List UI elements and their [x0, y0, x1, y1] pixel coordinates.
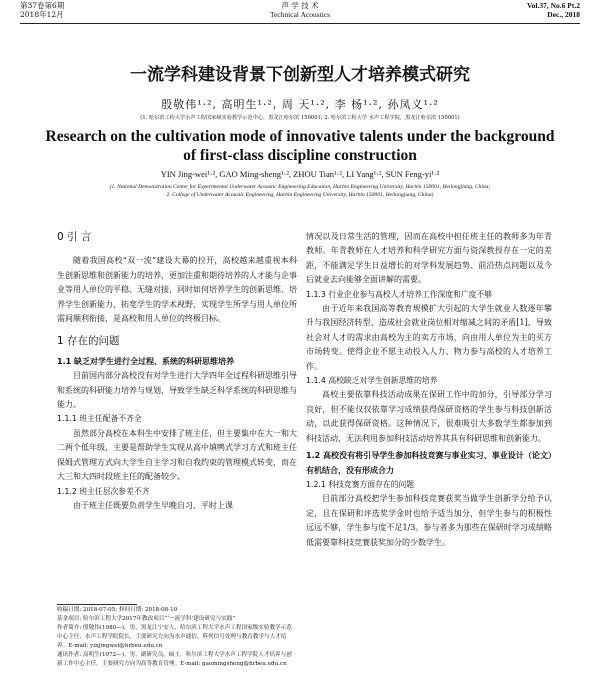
right-column — [306, 230, 552, 550]
subsection-heading: 1.2 高校没有将引导学生参加科技竞赛与事业实习、事业设计（论文）有机结合，没有形成合力 — [306, 451, 552, 475]
title-cn: 一流学科建设背景下创新型人才培养模式研究 — [130, 65, 470, 85]
footnote-rule — [57, 604, 137, 605]
affiliation-en: (1. National Demonstration Center for Experimental Underwater Acoustic Engineering Education, Harbin Engineering University, Harbin 150001, Heilongjiang, China; 2. College of Underwater Acoustic Engineering, Harbin Engineering University, Harbin 150001, Heilongjiang, China) — [109, 184, 491, 198]
corresponding-author: 通讯作者: 高明生(1972—)，男，副研究员，硕士，哈尔滨工程大学水声工程学院人才培养与创新工作中心主任，主要研究方向为高等教育管理。E-mail: gaomingsheng@hrbeu.edu.cn — [57, 652, 292, 667]
section-heading: 1 存在的问题 — [57, 335, 120, 348]
paragraph: 高校主要依靠科技活动成果在保研工作中的加分，引导部分学习良好，但不能仅仅依靠学习成绩获得保研资格的学生参与科技创新活动，以此获得保研资格。这种情况下，很难吸引大多数学生都参加到科技活动，无法利用参加科技活动培养其具有科研思维和创新能力。 — [306, 390, 552, 443]
section-heading: 0 引 言 — [57, 231, 92, 243]
header-center: 声 学 技 术 Technical Acoustics — [269, 1, 331, 19]
header-rule — [20, 23, 580, 24]
subsubsection-heading: 1.1.2 班主任层次参差不齐 — [57, 486, 150, 496]
running-header — [20, 0, 580, 22]
subsubsection-heading: 1.2.1 科技竞赛方面存在的问题 — [306, 479, 415, 489]
author-bio: 作者简介: 殷敬伟(1980—)，男，黑龙江宁安人，哈尔滨工程大学水声工程国家级实验教学示范中心主任，水声工程学院院长，主要研究方向为水声通信、阵列信号处理与教育教学与人才培养。E-mail: yinjingwei@hrbeu.edu.cn — [57, 625, 292, 649]
title-en: Research on the cultivation mode of innovative talents under the background of first-class discipline construction — [45, 128, 555, 164]
received-date: 收稿日期: 2018-07-05; 修回日期: 2018-08-10 — [57, 607, 178, 613]
paragraph: 目前国内部分高校没有对学生进行大学四年全过程科研思维引导和系统的科研能力培养与规划，导致学生缺乏科学系统的科研思维与能力。 — [57, 371, 297, 410]
subsection-heading: 1.1 缺乏对学生进行全过程、系统的科研思维培养 — [57, 356, 234, 366]
subsubsection-heading: 1.1.3 行业企业参与高校人才培养工作深度和广度不够 — [306, 289, 493, 299]
authors-en: YIN Jing-wei¹·², GAO Ming-sheng¹·², ZHOU Tian¹·², LI Yang¹·², SUN Feng-yi¹·² — [160, 169, 440, 179]
left-column — [57, 230, 297, 513]
authors-cn: 殷敬伟¹·², 高明生¹·², 周 天¹·², 李 杨¹·², 孙凤义¹·² — [161, 98, 439, 111]
fund-info: 基金项目: 哈尔滨工程大学2017年教改项目“‘一流学科’建设研究与实践” — [57, 616, 236, 622]
subsubsection-heading: 1.1.4 高校缺乏对学生创新思维的培养 — [306, 376, 438, 386]
paragraph: 随着我国高校“双一流”建设大幕的拉开，高校越来越重视本科生创新思维和创新能力的培养，更加注重和期待培养的人才能与企事业等用人单位的平稳、无缝对接，同时如何培养学生的创新思维、培养学生创新能力，拓宽学生的学术视野，实现学生所学与用人单位所需间顺利衔接，是高校和用人单位的终极目标。 — [57, 256, 297, 324]
paragraph: 情况以及日常生活的管理，因而在高校中担任班主任的教师多为年青教师。年青教师在人才培养和科学研究方面与资深教授存在一定的差距，不能满足学生日益增长的对学科发展趋势、前沿热点问题以及今后就业去向能够全面讲解的需要。 — [306, 232, 552, 285]
affiliation-cn: (1. 哈尔滨工程大学水声工程国家级实验教学示范中心，黑龙江哈尔滨 150001; 2. 哈尔滨工程大学 水声工程学院，黑龙江哈尔滨 150001) — [140, 115, 460, 121]
paragraph: 虽然部分高校在本科生中安排了班主任，但主要集中在大一和大二两个低年级，主要是帮助学生实现从高中填鸭式学习方式和班主任保姆式管理方式向大学生自主学习和自我约束的管理模式转变，而在大三和大四时段班主任的配备较少。 — [57, 428, 297, 482]
paragraph: 目前部分高校把学生参加科技竞赛获奖当做学生创新学分给予认定，且在保研和评选奖学金时也给予适当加分，但学生参与的积极性远远不够，学生参与度不足1/3。参与者多为那些在保研时学习成绩略低需要靠科技竞赛获奖加分的少数学生。 — [306, 494, 552, 547]
header-right: Vol.37, No.6 Pt.2 Dec., 2018 — [526, 1, 580, 19]
paragraph: 由于班主任既要负责学生早晚自习、平时上课 — [73, 500, 233, 510]
footnote — [57, 606, 297, 669]
subsubsection-heading: 1.1.1 班主任配备不齐全 — [57, 414, 142, 424]
header-left: 第37卷第6期 2018年12月 — [20, 1, 65, 19]
paragraph: 由于近年来我国高等教育规模扩大引起的大学生就业人数逐年攀升与我国经济转型、造成社会就业岗位相对缩减之间的矛盾[1]，导致社会对人才的需求由高校为主的卖方市场，向由用人单位为主的买方市场转变。使得企业不愿主动投入人力、物力参与高校的人才培养工作。 — [306, 304, 552, 371]
